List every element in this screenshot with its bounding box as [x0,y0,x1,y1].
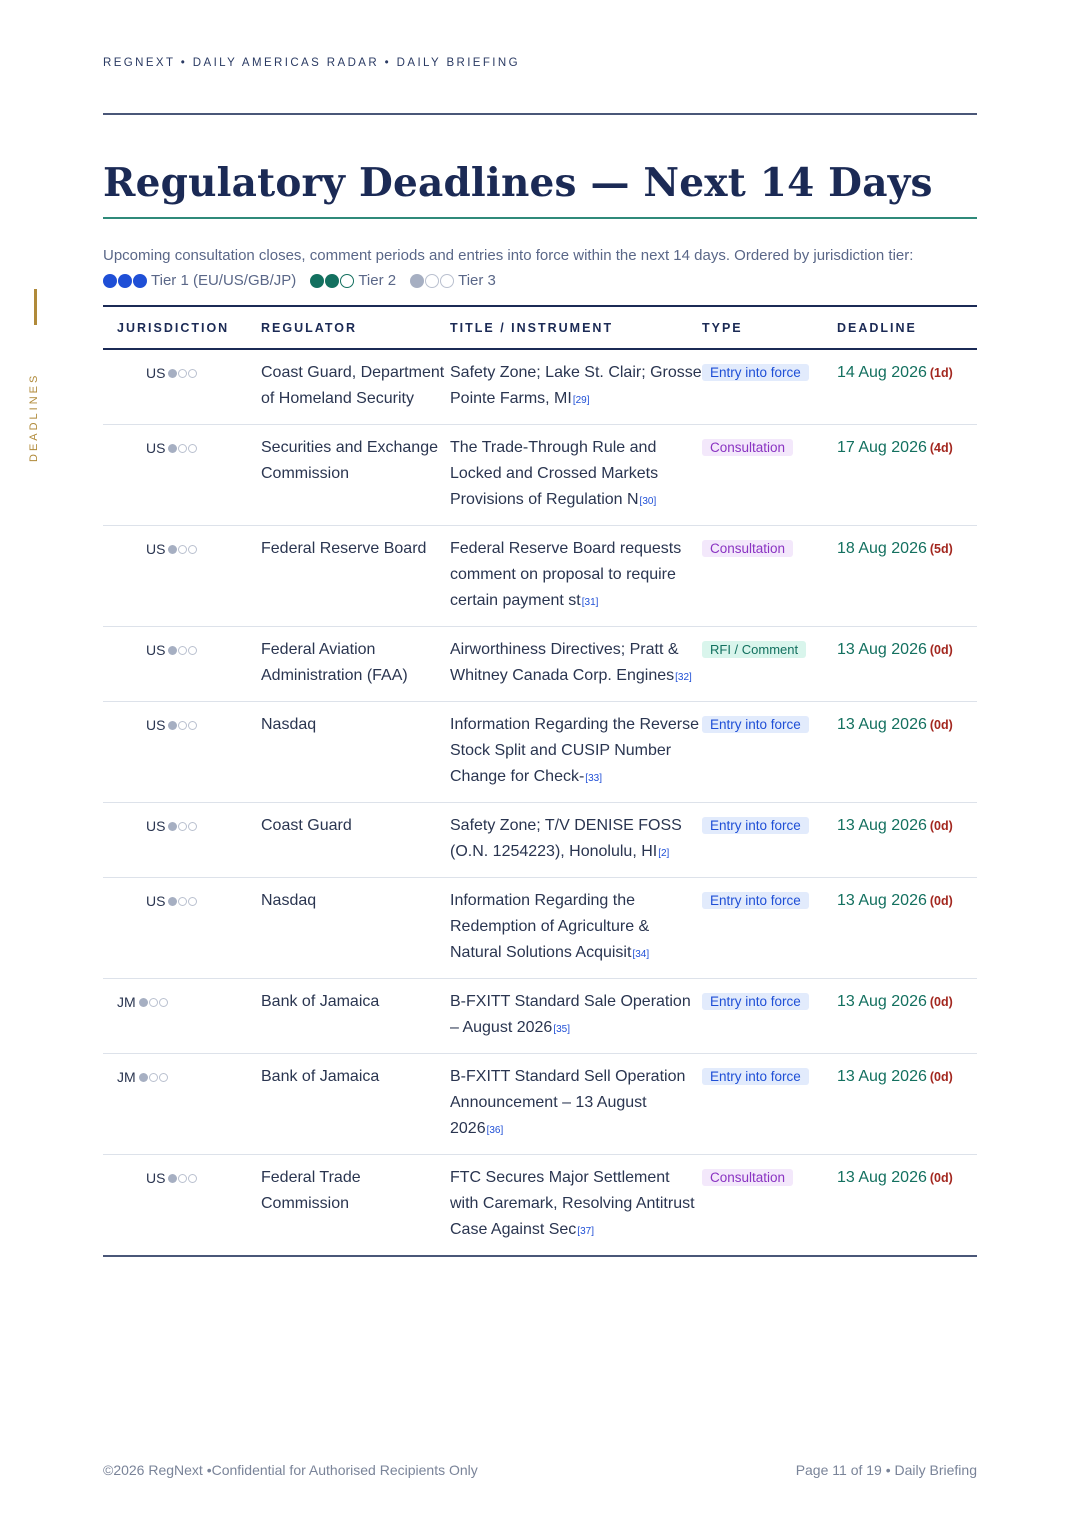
days-remaining: (0d) [929,995,953,1009]
title-divider [103,217,977,219]
days-remaining: (1d) [929,366,953,380]
cell-title [450,627,702,702]
cell-regulator: Nasdaq [261,702,450,803]
instrument-title: Federal Reserve Board requests comment on proposal to require certain payment st [450,540,682,609]
cell-jurisdiction [103,349,261,425]
tier3-dots-icon [168,369,197,378]
days-remaining: (5d) [929,542,953,556]
citation-link[interactable]: [37] [577,1226,594,1237]
header-deadline: DEADLINE [837,306,977,349]
cell-title [450,1054,702,1155]
cell-jurisdiction [103,627,261,702]
instrument-title: FTC Secures Major Settlement with Caremark, Resolving Antitrust Case Against Sec [450,1169,695,1238]
days-remaining: (0d) [929,643,953,657]
cell-deadline [837,1155,977,1257]
cell-title [450,349,702,425]
jurisdiction-code: US [146,818,166,834]
type-badge: Consultation [702,540,793,557]
tier3-dots-icon [168,545,197,554]
days-remaining: (0d) [929,819,953,833]
citation-link[interactable]: [29] [572,395,590,406]
tier3-dots-icon [168,646,197,655]
table-row [103,803,977,878]
cell-deadline [837,349,977,425]
instrument-title: Safety Zone; T/V DENISE FOSS (O.N. 1254223), Honolulu, HI [450,817,682,860]
cell-regulator: Bank of Jamaica [261,979,450,1054]
days-remaining: (4d) [929,441,953,455]
table-row [103,526,977,627]
header-regulator: REGULATOR [261,306,450,349]
tier3-dots-icon [168,897,197,906]
deadline-date: 18 Aug 2026 [837,540,927,557]
legend-tier3-label: Tier 3 [458,272,496,289]
citation-link[interactable]: [32] [675,672,692,683]
citation-link[interactable]: [2] [658,848,670,859]
instrument-title: Information Regarding the Reverse Stock Split and CUSIP Number Change for Check- [450,716,700,785]
cell-title [450,803,702,878]
legend-tier1 [103,268,296,293]
jurisdiction-code: JM [117,1069,136,1085]
cell-title [450,425,702,526]
cell-type [702,1054,837,1155]
tier2-dots-icon [310,274,354,288]
days-remaining: (0d) [929,718,953,732]
instrument-title: B-FXITT Standard Sale Operation – August 2026 [450,993,691,1036]
tier1-dots-icon [103,274,147,288]
cell-deadline [837,627,977,702]
footer-copyright: ©2026 RegNext •Confidential for Authorised Recipients Only [103,1462,478,1478]
cell-type [702,803,837,878]
page-subtitle [103,243,977,293]
cell-type [702,526,837,627]
cell-deadline [837,702,977,803]
instrument-title: Airworthiness Directives; Pratt & Whitney Canada Corp. Engines [450,641,679,684]
header-divider [103,113,977,115]
type-badge: Entry into force [702,817,809,834]
jurisdiction-code: US [146,642,166,658]
table-row [103,1054,977,1155]
table-row [103,349,977,425]
jurisdiction-code: US [146,541,166,557]
type-badge: Consultation [702,1169,793,1186]
cell-type [702,627,837,702]
cell-deadline [837,878,977,979]
cell-regulator: Coast Guard [261,803,450,878]
subtitle-text: Upcoming consultation closes, comment periods and entries into force within the next 14 days. Ordered by jurisdiction tier: [103,247,914,264]
cell-regulator: Federal Reserve Board [261,526,450,627]
citation-link[interactable]: [36] [486,1125,504,1136]
citation-link[interactable]: [30] [639,496,657,507]
instrument-title: Safety Zone; Lake St. Clair; Grosse Pointe Farms, MI [450,364,702,407]
cell-title [450,702,702,803]
cell-deadline [837,526,977,627]
days-remaining: (0d) [929,894,953,908]
cell-title [450,526,702,627]
cell-title [450,878,702,979]
instrument-title: Information Regarding the Redemption of Agriculture & Natural Solutions Acquisit [450,892,650,961]
cell-deadline [837,979,977,1054]
cell-type [702,1155,837,1257]
cell-deadline [837,1054,977,1155]
tier3-dots-icon [168,444,197,453]
cell-title [450,979,702,1054]
footer-page-info: Page 11 of 19 • Daily Briefing [795,1462,977,1478]
cell-regulator: Federal Aviation Administration (FAA) [261,627,450,702]
cell-deadline [837,425,977,526]
table-row [103,979,977,1054]
cell-jurisdiction [103,1155,261,1257]
deadline-date: 17 Aug 2026 [837,439,927,456]
cell-regulator: Nasdaq [261,878,450,979]
cell-regulator: Bank of Jamaica [261,1054,450,1155]
cell-jurisdiction [103,979,261,1054]
deadline-date: 14 Aug 2026 [837,364,927,381]
table-row [103,627,977,702]
cell-title [450,1155,702,1257]
legend-tier2-label: Tier 2 [358,272,397,289]
tier3-dots-icon [168,822,197,831]
instrument-title: B-FXITT Standard Sell Operation Announcement – 13 August 2026 [450,1068,686,1137]
deadline-date: 13 Aug 2026 [837,1068,927,1085]
jurisdiction-code: US [146,440,166,456]
type-badge: Entry into force [702,364,809,381]
page-title: Regulatory Deadlines — Next 14 Days [103,160,933,206]
tier3-dots-icon [168,721,197,730]
deadline-date: 13 Aug 2026 [837,716,927,733]
cell-type [702,425,837,526]
cell-jurisdiction [103,1054,261,1155]
deadline-date: 13 Aug 2026 [837,817,927,834]
deadline-date: 13 Aug 2026 [837,993,927,1010]
instrument-title: The Trade-Through Rule and Locked and Crossed Markets Provisions of Regulation N [450,439,659,508]
tier3-dots-icon [139,998,168,1007]
tier3-dots-icon [410,274,454,288]
type-badge: Entry into force [702,993,809,1010]
deadline-date: 13 Aug 2026 [837,641,927,658]
header-type: TYPE [702,306,837,349]
table-header-row [103,306,977,349]
cell-regulator: Coast Guard, Department of Homeland Security [261,349,450,425]
cell-jurisdiction [103,425,261,526]
citation-link[interactable]: [35] [553,1024,570,1035]
section-side-label: DEADLINES [28,372,40,462]
days-remaining: (0d) [929,1171,953,1185]
table-row [103,878,977,979]
header-title: TITLE / INSTRUMENT [450,306,702,349]
breadcrumb: REGNEXT • DAILY AMERICAS RADAR • DAILY BRIEFING [103,57,520,69]
jurisdiction-code: JM [117,994,136,1010]
legend-tier2 [310,268,396,293]
type-badge: Consultation [702,439,793,456]
cell-regulator: Federal Trade Commission [261,1169,361,1212]
deadline-date: 13 Aug 2026 [837,892,927,909]
legend-tier3 [410,268,496,293]
jurisdiction-code: US [146,717,166,733]
citation-link[interactable]: [31] [581,597,599,608]
deadline-date: 13 Aug 2026 [837,1169,927,1186]
cell-jurisdiction [103,526,261,627]
days-remaining: (0d) [929,1070,953,1084]
cell-type [702,702,837,803]
type-badge: Entry into force [702,716,809,733]
jurisdiction-code: US [146,1170,166,1186]
tier3-dots-icon [168,1174,197,1183]
type-badge: Entry into force [702,892,809,909]
tier3-dots-icon [139,1073,168,1082]
jurisdiction-code: US [146,365,166,381]
cell-regulator: Securities and Exchange Commission [261,425,450,526]
legend-tier1-label: Tier 1 (EU/US/GB/JP) [151,272,297,289]
type-badge: RFI / Comment [702,641,806,658]
cell-deadline [837,803,977,878]
table-row [103,702,977,803]
table-row [103,1155,977,1257]
table-row [103,425,977,526]
citation-link[interactable]: [33] [585,773,602,784]
cell-type [702,878,837,979]
cell-type [702,349,837,425]
header-jurisdiction: JURISDICTION [103,306,261,349]
jurisdiction-code: US [146,893,166,909]
cell-type [702,979,837,1054]
tier-legend [103,268,977,293]
deadlines-table [103,305,977,1257]
cell-jurisdiction [103,702,261,803]
type-badge: Entry into force [702,1068,809,1085]
citation-link[interactable]: [34] [632,949,650,960]
cell-jurisdiction [103,803,261,878]
section-marker [34,289,37,325]
cell-jurisdiction [103,878,261,979]
